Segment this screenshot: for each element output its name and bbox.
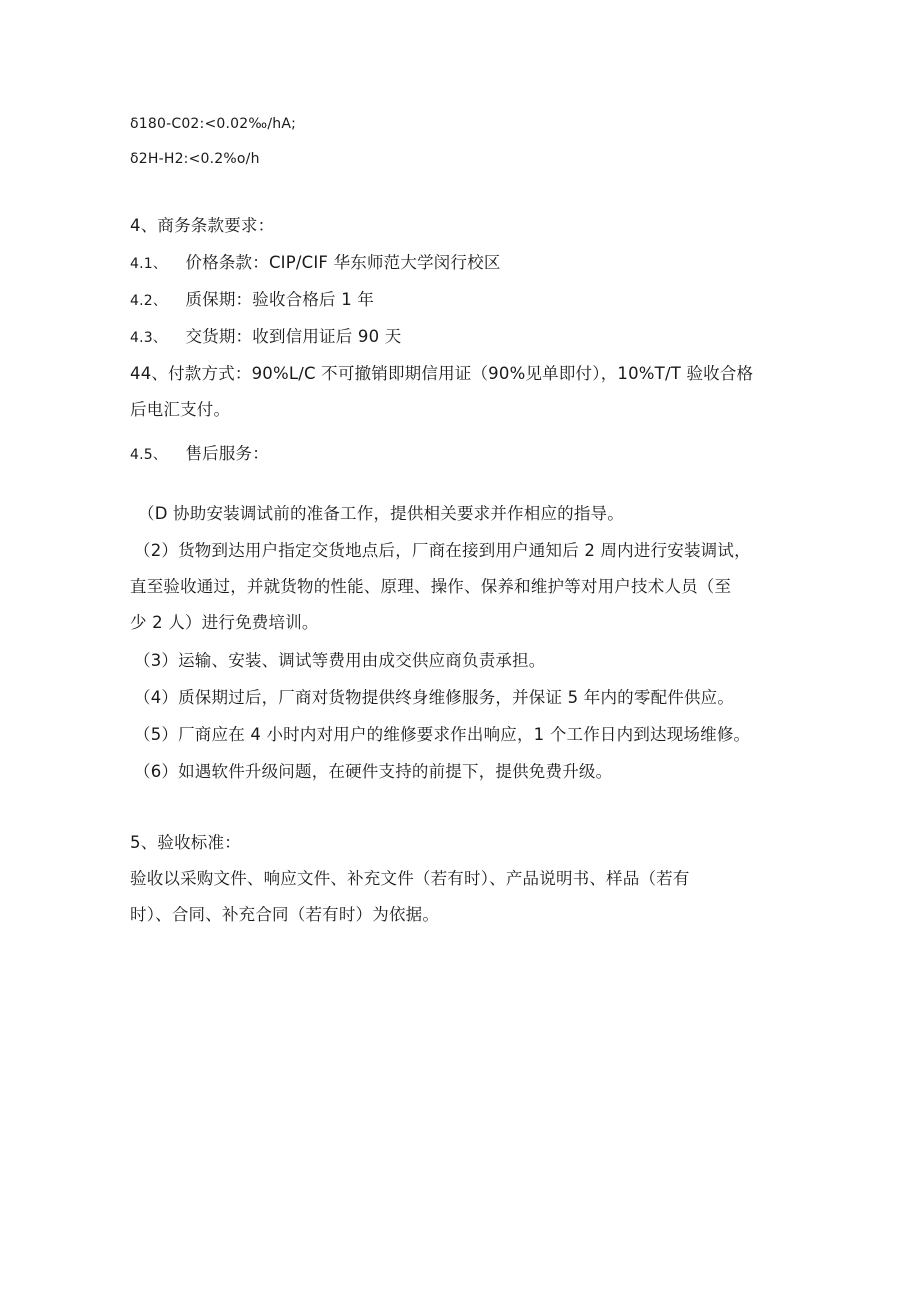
clause-number: 4.2、 [130, 293, 168, 309]
service-item-3: （3）运输、安装、调试等费用由成交供应商负责承担。 [134, 651, 546, 670]
clause-4-5 [130, 443, 269, 466]
clause-4-2 [130, 289, 374, 312]
service-item-2-cont2: 少 2 人）进行免费培训。 [130, 613, 319, 632]
service-item-2: （2）货物到达用户指定交货地点后，厂商在接到用户通知后 2 周内进行安装调试， [134, 541, 751, 560]
section-5-heading: 5、验收标准： [130, 833, 241, 852]
clause-number: 4.3、 [130, 330, 168, 346]
clause-text: 售后服务： [185, 444, 269, 463]
payment-terms-line-2: 后电汇支付。 [130, 400, 231, 419]
clause-number: 4.5、 [130, 447, 168, 463]
service-item-6: （6）如遇软件升级问题，在硬件支持的前提下，提供免费升级。 [134, 762, 613, 781]
acceptance-line-1: 验收以采购文件、响应文件、补充文件（若有时）、产品说明书、样品（若有 [130, 869, 690, 888]
service-item-1: （D 协助安装调试前的准备工作，提供相关要求并作相应的指导。 [138, 504, 624, 523]
service-item-4: （4）质保期过后，厂商对货物提供终身维修服务，并保证 5 年内的零配件供应。 [134, 688, 735, 707]
section-4-heading: 4、商务条款要求： [130, 216, 275, 235]
clause-text: 价格条款：CIP/CIF 华东师范大学闵行校区 [185, 253, 501, 272]
clause-4-1 [130, 252, 501, 275]
service-item-5: （5）厂商应在 4 小时内对用户的维修要求作出响应，1 个工作日内到达现场维修。 [134, 725, 751, 744]
payment-terms-line-1: 44、付款方式：90%L∕C 不可撤销即期信用证（90%见单即付），10%T∕T 验收合格 [130, 364, 754, 383]
clause-text: 质保期：验收合格后 1 年 [185, 290, 375, 309]
clause-text: 交货期：收到信用证后 90 天 [185, 327, 402, 346]
service-item-2-cont: 直至验收通过，并就货物的性能、原理、操作、保养和维护等对用户技术人员（至 [130, 577, 732, 596]
isotope-o18-spec: δ180-C02:<0.02‰∕hA; [130, 116, 297, 132]
clause-number: 4.1、 [130, 256, 168, 272]
isotope-h2-spec: δ2H-H2:<0.2%o∕h [130, 151, 260, 167]
clause-4-3 [130, 326, 401, 349]
acceptance-line-2: 时）、合同、补充合同（若有时）为依据。 [130, 905, 440, 924]
